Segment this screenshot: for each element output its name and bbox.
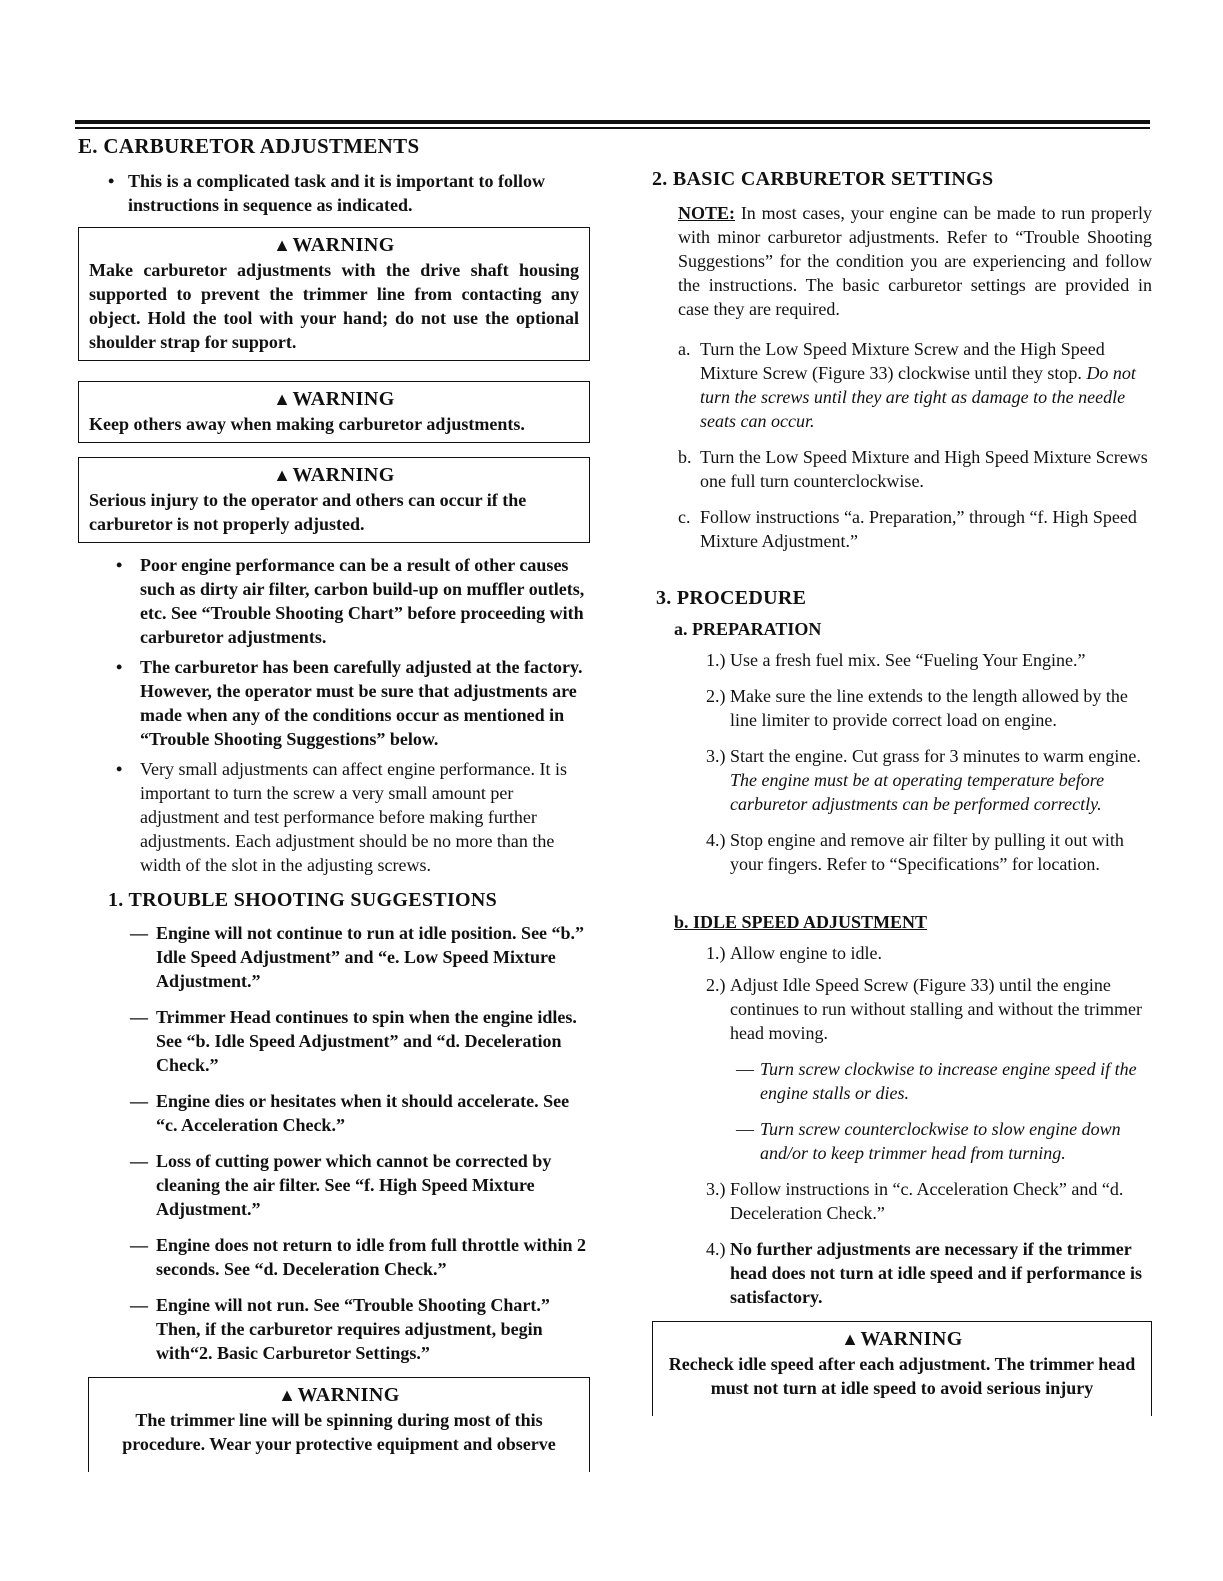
list-item: — Loss of cutting power which cannot be corrected by cleaning the air filter. See “f. High Speed Mixture Adjustment.” bbox=[130, 1151, 552, 1219]
warning-box-serious-injury bbox=[78, 457, 590, 543]
warning-triangle-icon: ▲ bbox=[273, 465, 292, 485]
subheading-idle-speed: b. IDLE SPEED ADJUSTMENT bbox=[674, 912, 928, 932]
top-rule-thin bbox=[75, 127, 1150, 129]
warning-title: ▲WARNING bbox=[273, 234, 395, 256]
list-item: 3.) Follow instructions in “c. Acceleration Check” and “d. Deceleration Check.” bbox=[706, 1179, 1124, 1223]
warning-title: ▲WARNING bbox=[278, 1384, 400, 1406]
warning-title: ▲WARNING bbox=[841, 1328, 963, 1350]
warning-triangle-icon: ▲ bbox=[278, 1385, 297, 1405]
section-heading-trouble-shooting: 1. TROUBLE SHOOTING SUGGESTIONS bbox=[108, 889, 498, 911]
list-item: — Trimmer Head continues to spin when the engine idles. See “b. Idle Speed Adjustment” and “d. Deceleration Check.” bbox=[130, 1007, 577, 1075]
warning-box-drive-shaft bbox=[78, 227, 590, 361]
left-column bbox=[78, 134, 590, 1482]
list-item: — Engine will not run. See “Trouble Shooting Chart.” Then, if the carburetor requires adjustment, begin with“2. Basic Carburetor Settings.” bbox=[130, 1295, 550, 1363]
list-item: 2.) Make sure the line extends to the length allowed by the line limiter to provide correct load on engine. bbox=[706, 686, 1128, 730]
bullet-dot-icon: • bbox=[108, 171, 115, 191]
warning-text: Serious injury to the operator and others can occur if the carburetor is not properly adjusted. bbox=[89, 490, 527, 534]
list-item: 2.) Adjust Idle Speed Screw (Figure 33) until the engine continues to run without stalling and without the trimmer head moving. bbox=[706, 975, 1142, 1043]
list-item: — Turn screw counterclockwise to slow engine down and/or to keep trimmer head from turning. bbox=[736, 1119, 1121, 1163]
warning-triangle-icon: ▲ bbox=[841, 1329, 860, 1349]
warning-text: Keep others away when making carburetor adjustments. bbox=[89, 414, 525, 434]
list-item: 4.) Stop engine and remove air filter by pulling it out with your fingers. Refer to “Specifications” for location. bbox=[706, 830, 1124, 874]
list-item: — Engine does not return to idle from full throttle within 2 seconds. See “d. Deceleration Check.” bbox=[130, 1235, 587, 1279]
warning-triangle-icon: ▲ bbox=[273, 235, 292, 255]
warning-box-keep-away bbox=[78, 381, 590, 443]
list-item: — Turn screw clockwise to increase engine speed if the engine stalls or dies. bbox=[736, 1059, 1137, 1103]
note-label: NOTE: bbox=[678, 203, 736, 223]
bullet-small-adjustments: • Very small adjustments can affect engine performance. It is important to turn the screw a very small amount per adjustment and test performance before making further adjustments. Each adjustment should be no more than the width of the slot in the adjusting screws. bbox=[116, 759, 568, 875]
bullet-dot-icon: • bbox=[116, 759, 123, 779]
right-column bbox=[652, 168, 1152, 1426]
list-item: c. Follow instructions “a. Preparation,” through “f. High Speed Mixture Adjustment.” bbox=[678, 507, 1137, 551]
list-item: — Engine will not continue to run at idle position. See “b.” Idle Speed Adjustment” and “e. Low Speed Mixture Adjustment.” bbox=[130, 923, 585, 991]
list-item: 1.) Allow engine to idle. bbox=[706, 943, 882, 963]
warning-triangle-icon: ▲ bbox=[273, 389, 292, 409]
list-item: b. Turn the Low Speed Mixture and High Speed Mixture Screws one full turn counterclockwise. bbox=[678, 447, 1148, 491]
warning-title: ▲WARNING bbox=[273, 388, 395, 410]
section-heading-carburetor-adjustments: E. CARBURETOR ADJUSTMENTS bbox=[78, 134, 420, 158]
list-item: 1.) Use a fresh fuel mix. See “Fueling Your Engine.” bbox=[706, 650, 1086, 670]
warning-text: Make carburetor adjustments with the drive shaft housing supported to prevent the trimmer line from contacting any object. Hold the tool with your hand; do not use the optional shoulder strap for support. bbox=[89, 260, 579, 352]
intro-bullet: • This is a complicated task and it is important to follow instructions in sequence as indicated. bbox=[108, 171, 546, 215]
list-item: 4.) No further adjustments are necessary if the trimmer head does not turn at idle speed and if performance is satisfactory. bbox=[706, 1239, 1143, 1307]
bullet-dot-icon: • bbox=[116, 555, 123, 575]
list-item: — Engine dies or hesitates when it should accelerate. See “c. Acceleration Check.” bbox=[130, 1091, 570, 1135]
section-heading-basic-settings: 2. BASIC CARBURETOR SETTINGS bbox=[652, 168, 994, 190]
section-heading-procedure: 3. PROCEDURE bbox=[656, 587, 807, 609]
bullet-factory-adjusted: • The carburetor has been carefully adjusted at the factory. However, the operator must be sure that adjustments are made when any of the conditions occur as mentioned in “Trouble Shooting Suggestions” below. bbox=[116, 657, 583, 749]
bullet-poor-performance: • Poor engine performance can be a result of other causes such as dirty air filter, carbon build-up on muffler outlets, etc. See “Trouble Shooting Chart” before proceeding with carburetor adjustments. bbox=[116, 555, 585, 647]
bullet-dot-icon: • bbox=[116, 657, 123, 677]
note-paragraph: NOTE: In most cases, your engine can be made to run properly with minor carburetor adjustments. Refer to “Trouble Shooting Suggestions” for the condition you are experiencing and follow the instructions. The basic carburetor settings are provided in case they are required. bbox=[678, 203, 1153, 319]
warning-box-trimmer-line bbox=[88, 1377, 590, 1472]
subheading-preparation: a. PREPARATION bbox=[674, 619, 822, 639]
suggestions-list bbox=[130, 921, 590, 1365]
warning-box-recheck-idle bbox=[652, 1321, 1152, 1416]
warning-text: Recheck idle speed after each adjustment. The trimmer head must not turn at idle speed to avoid serious injury bbox=[668, 1354, 1136, 1398]
warning-title: ▲WARNING bbox=[273, 464, 395, 486]
list-item: 3.) Start the engine. Cut grass for 3 minutes to warm engine. The engine must be at operating temperature before carburetor adjustments can be performed correctly. bbox=[706, 746, 1141, 814]
top-rule-thick bbox=[75, 120, 1150, 124]
list-item: a. Turn the Low Speed Mixture Screw and the High Speed Mixture Screw (Figure 33) clockwise until they stop. Do not turn the screws until they are tight as damage to the needle seats can occur. bbox=[678, 339, 1136, 431]
warning-text: The trimmer line will be spinning during most of this procedure. Wear your protective equipment and observe bbox=[122, 1410, 556, 1454]
